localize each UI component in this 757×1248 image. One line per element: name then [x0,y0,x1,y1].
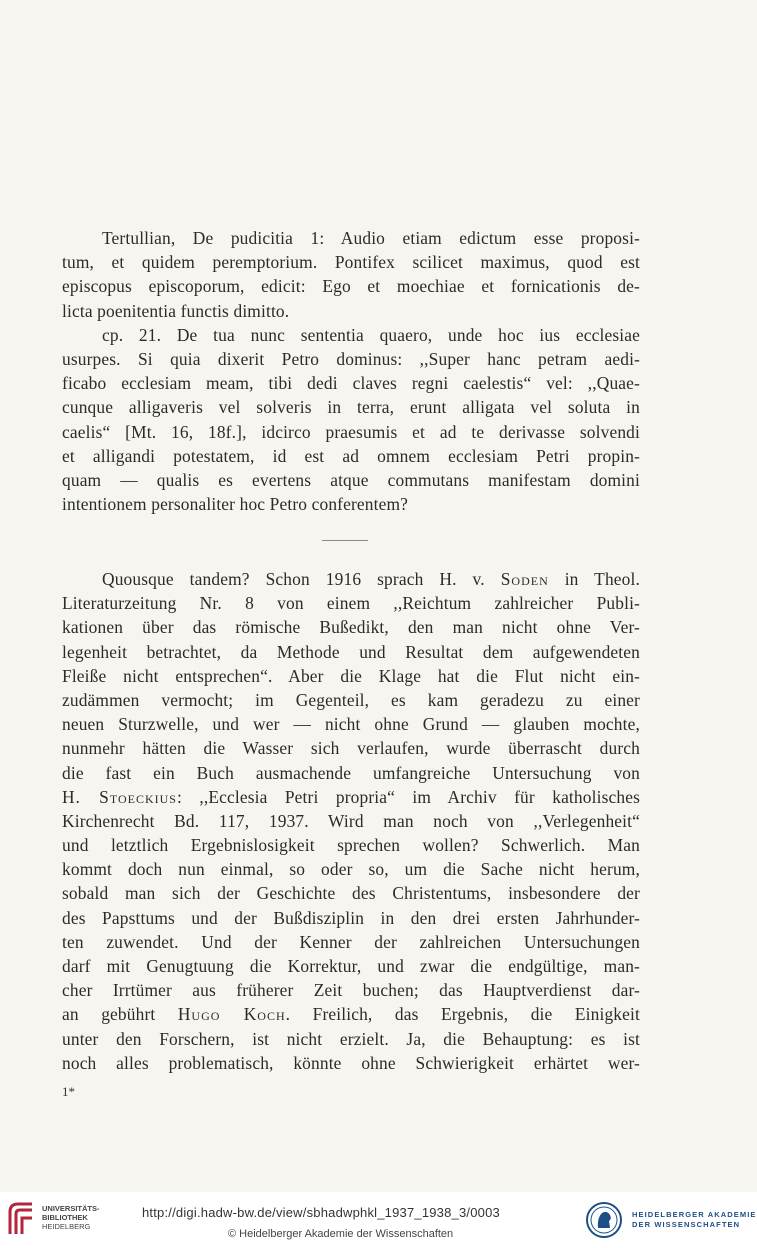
latin-quote-block [62,226,640,516]
body-line: sobald man sich der Geschichte des Christentums, insbesondere der [62,883,640,904]
body-line: Fleiße nicht entsprechen“. Aber die Klage hat die Flut nicht ein- [62,665,640,686]
body-line: nunmehr hätten die Wasser sich verlaufen, wurde überrascht durch [62,738,640,759]
body-line: Kirchenrecht Bd. 117, 1937. Wird man noch von ,,Verlegenheit“ [62,810,640,831]
quote-line: tum, et quidem peremptorium. Pontifex scilicet maximus, quod est [62,252,640,273]
quote-line: licta poenitentia functis dimitto. [62,300,290,321]
quote-line: cp. 21. De tua nunc sententia quaero, unde hoc ius ecclesiae [102,324,640,345]
body-line: neuen Sturzwelle, und wer — nicht ohne Grund — glauben mochte, [62,714,640,735]
body-line: legenheit betrachtet, da Methode und Resultat dem aufgewendeten [62,641,640,662]
main-text-block [62,567,640,1075]
body-line: Literaturzeitung Nr. 8 von einem ,,Reichtum zahlreicher Publi- [62,593,640,614]
text-run: an gebührt [62,1004,178,1025]
body-line [62,1002,640,1026]
copyright-notice: © Heidelberger Akademie der Wissenschaften [228,1228,454,1240]
author-name-koch: Hugo Koch [177,1004,286,1025]
body-line: unter den Forschern, ist nicht erzielt. Ja, die Behauptung: es ist [62,1028,640,1049]
digitization-footer [0,1192,757,1248]
quote-line: cunque alligaveris vel solveris in terra, erunt alligata vel soluta in [62,397,640,418]
academy-name [632,1210,757,1230]
quote-line: Tertullian, De pudicitia 1: Audio etiam edictum esse proposi- [102,228,640,248]
body-line: kationen über das römische Bußedikt, den man nicht ohne Ver- [62,617,640,638]
body-line: zudämmen vermocht; im Gegenteil, es kam geradezu zu einer [62,689,640,710]
section-divider [322,540,368,541]
author-name-stoeckius: H. Stoeckius [62,786,177,807]
text-run: Quousque tandem? Schon 1916 sprach H. v. [102,569,501,589]
library-name-line: UNIVERSITÄTS- [42,1204,100,1213]
academy-seal-icon[interactable] [585,1198,623,1242]
body-line: ten zuwendet. Und der Kenner der zahlreichen Untersuchungen [62,931,640,952]
quote-line: usurpes. Si quia dixerit Petro dominus: ,,Super hanc petram aedi- [62,348,640,369]
text-run: in Theol. [548,569,640,589]
university-library-logo-icon[interactable] [6,1200,40,1238]
permalink-url[interactable]: http://digi.hadw-bw.de/view/sbhadwphkl_1937_1938_3/0003 [142,1205,500,1220]
body-line: des Papsttums und der Bußdisziplin in den drei ersten Jahrhunder- [62,907,640,928]
library-name-line: BIBLIOTHEK [42,1213,88,1222]
author-name-soden: Soden [500,569,549,589]
body-line: die fast ein Buch ausmachende umfangreiche Untersuchung von [62,762,640,783]
text-run: . Freilich, das Ergebnis, die Einigkeit [285,1004,640,1025]
academy-name-line: HEIDELBERGER AKADEMIE [632,1210,757,1219]
quote-line: ficabo ecclesiam meam, tibi dedi claves regni caelestis“ vel: ,,Quae- [62,373,640,394]
quote-line: et alligandi potestatem, id est ad omnem ecclesiam Petri propin- [62,445,640,466]
text-run: : ,,Ecclesia Petri propria“ im Archiv für katholisches [176,786,640,807]
quote-line: intentionem personaliter hoc Petro conferentem? [62,494,409,515]
academy-name-line: DER WISSENSCHAFTEN [632,1220,741,1229]
body-line: cher Irrtümer aus früherer Zeit buchen; das Hauptverdienst dar- [62,980,640,1001]
body-line [62,785,640,809]
printer-signature-mark: 1* [62,1084,75,1099]
quote-line: episcopus episcoporum, edicit: Ego et moechiae et fornicationis de- [62,276,640,297]
quote-line: quam — qualis es evertens atque commutans manifestam domini [62,469,640,490]
body-line: kommt doch nun einmal, so oder so, um die Sache nicht herum, [62,859,640,880]
body-line: noch alles problematisch, könnte ohne Schwierigkeit erhärtet wer- [62,1052,640,1073]
body-line: darf mit Genugtuung die Korrektur, und zwar die endgültige, man- [62,956,640,976]
university-library-name [42,1204,100,1231]
body-line: und letztlich Ergebnislosigkeit sprechen wollen? Schwerlich. Man [62,835,640,856]
quote-line: caelis“ [Mt. 16, 18f.], idcirco praesumis et ad te derivasse solvendi [62,421,640,442]
body-line [62,567,640,591]
library-city: HEIDELBERG [42,1222,91,1231]
